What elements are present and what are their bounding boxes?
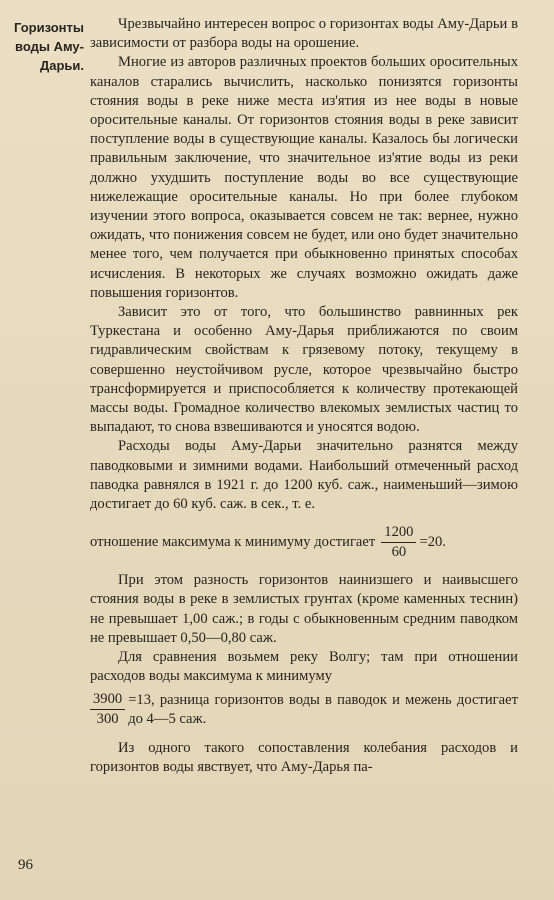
formula-result: =20. [419,534,446,551]
fraction [381,524,416,561]
formula-continuation: =13, разница горизонтов воды в паводок и межень достигает до 4—5 саж. [128,691,518,727]
ratio-formula-2 [90,691,518,729]
paragraph: Зависит это от того, что большинство равнинных рек Туркестана и особенно Аму-Дарья приближаются по своим гидравлическим свойствам к грязевому потоку, текущему в совершенно неустойчивом русле, которое чрезвычайно быстро трансформируется и приспособляется к количеству протекающей массы воды. Громадное количество влекомых землистых частиц то выпадают, то снова взвешиваются и уносятся водою. [90,304,518,436]
margin-heading [6,18,84,75]
margin-heading-line: Горизонты [14,20,84,35]
fraction-denominator: 300 [96,711,119,728]
paragraph: Для сравнения возьмем реку Волгу; там при отношении расходов воды максимума к минимуму [90,649,518,685]
paragraph: Многие из авторов различных проектов больших оросительных каналов старались вычислить, насколько понизятся горизонты стояния воды в реке ниже места из'ятия из нее воды в новые оросительные каналы. От горизонтов стояния воды в реке зависит поступление воды в существующие каналы. Казалось бы логически правильным заключение, что значительное из'ятие воды из реки должно ухудшить поступление воды во все существующие нижележащие оросительные каналы. Но при более глубоком изучении этого вопроса, оказывается совсем не так: вернее, нужно ожидать, что понижения совсем не будет, или оно будет значительно менее того, чем получается при обыкновенно принятых способах исчисления. В некоторых же случаях возможно ожидать даже повышения горизонтов. [90,54,518,301]
fraction-numerator: 1200 [381,524,416,543]
paragraph: Чрезвычайно интересен вопрос о горизонтах воды Аму-Дарьи в зависимости от разбора воды на орошение. [90,16,518,52]
fraction-numerator: 3900 [90,691,125,710]
fraction-denominator: 60 [391,544,407,561]
paragraph: При этом разность горизонтов наинизшего и наивысшего стояния воды в реке в землистых грунтах (кроме каменных теснин) не превышает 1,00 саж.; в годы с обыкновенным средним паводком не превышает 0,50—0,80 саж. [90,572,518,646]
formula-text: отношение максимума к минимуму достигает [90,534,376,551]
paragraph: Из одного такого сопоставления колебания расходов и горизонтов воды явствует, что Аму-Дарья па- [90,739,518,776]
main-text [90,15,518,777]
ratio-formula-1 [90,524,518,561]
margin-heading-line: воды Аму- [15,39,84,54]
margin-heading-line: Дарьи. [39,58,84,73]
fraction [90,691,125,728]
page-number: 96 [18,857,33,873]
paragraph: Расходы воды Аму-Дарьи значительно разнятся между паводковыми и зимними водами. Наибольший отмеченный расход паводка равнялся в 1921 г. до 1200 куб. саж., наименьший—зимою достигает до 60 куб. саж. в сек., т. е. [90,438,518,513]
